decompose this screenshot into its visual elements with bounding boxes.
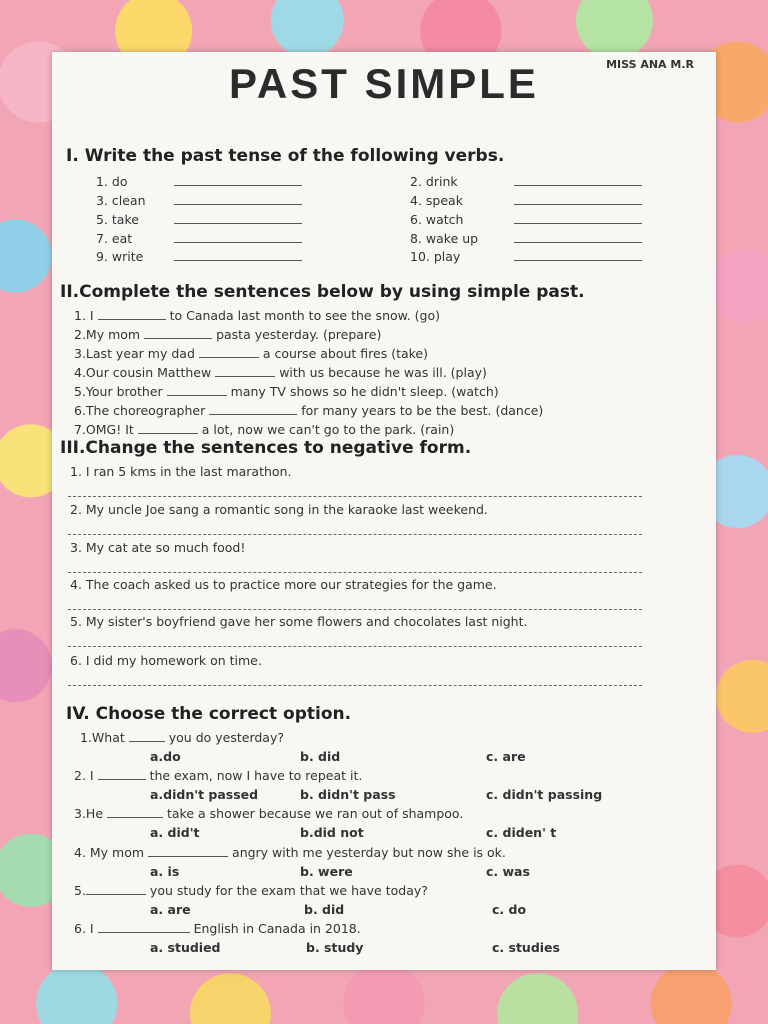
sentence-item: 6.The choreographer for many years to be the best. (dance) — [74, 403, 544, 418]
section1-heading: I. Write the past tense of the following verbs. — [66, 146, 505, 166]
verb-item: 8. wake up — [410, 231, 642, 246]
verb-item: 4. speak — [410, 193, 642, 208]
question-item: 5. you study for the exam that we have today? — [74, 883, 428, 898]
section3-heading: III.Change the sentences to negative form. — [60, 438, 472, 458]
sentence-item: 6. I did my homework on time. — [70, 653, 262, 668]
sentence-item: 5.Your brother many TV shows so he didn't sleep. (watch) — [74, 384, 499, 399]
verb-item: 6. watch — [410, 212, 642, 227]
option-c[interactable]: c. studies — [492, 940, 560, 955]
sentence-item: 4.Our cousin Matthew with us because he was ill. (play) — [74, 365, 487, 380]
verb-item: 2. drink — [410, 174, 642, 189]
option-a[interactable]: a. did't — [150, 825, 200, 840]
sentence-item: 3.Last year my dad a course about fires (take) — [74, 346, 428, 361]
option-a[interactable]: a. is — [150, 864, 180, 879]
verb-item: 7. eat — [96, 231, 302, 246]
option-a[interactable]: a.do — [150, 749, 181, 764]
option-b[interactable]: b. study — [306, 940, 364, 955]
option-a[interactable]: a. are — [150, 902, 191, 917]
sentence-item: 1. I to Canada last month to see the snow. (go) — [74, 308, 441, 323]
sentence-item: 4. The coach asked us to practice more our strategies for the game. — [70, 577, 497, 592]
option-b[interactable]: b. did — [300, 749, 341, 764]
worksheet — [52, 52, 716, 970]
sentence-item: 3. My cat ate so much food! — [70, 540, 246, 555]
section4-heading: IV. Choose the correct option. — [66, 704, 352, 724]
option-c[interactable]: c. didn't passing — [486, 787, 603, 802]
option-c[interactable]: c. do — [492, 902, 527, 917]
question-item: 6. I English in Canada in 2018. — [74, 921, 361, 936]
option-b[interactable]: b. didn't pass — [300, 787, 396, 802]
verb-item: 3. clean — [96, 193, 302, 208]
answer-line — [68, 572, 642, 573]
sentence-item: 2.My mom pasta yesterday. (prepare) — [74, 327, 382, 342]
sentence-item: 2. My uncle Joe sang a romantic song in the karaoke last weekend. — [70, 502, 488, 517]
option-b[interactable]: b. were — [300, 864, 353, 879]
question-item: 1.What you do yesterday? — [80, 730, 284, 745]
answer-line — [68, 534, 642, 535]
option-b[interactable]: b. did — [304, 902, 345, 917]
section2-heading: II.Complete the sentences below by using simple past. — [60, 282, 585, 302]
answer-line — [68, 646, 642, 647]
option-c[interactable]: c. diden' t — [486, 825, 557, 840]
sentence-item: 7.OMG! It a lot, now we can't go to the park. (rain) — [74, 422, 455, 437]
verb-item: 9. write — [96, 249, 302, 264]
verb-item: 5. take — [96, 212, 302, 227]
answer-line — [68, 685, 642, 686]
answer-line — [68, 609, 642, 610]
question-item: 2. I the exam, now I have to repeat it. — [74, 768, 363, 783]
answer-line — [68, 496, 642, 497]
verb-item: 1. do — [96, 174, 302, 189]
verb-item: 10. play — [410, 249, 642, 264]
option-a[interactable]: a.didn't passed — [150, 787, 259, 802]
sentence-item: 1. I ran 5 kms in the last marathon. — [70, 464, 292, 479]
page-title: PAST SIMPLE — [229, 60, 539, 107]
question-item: 3.He take a shower because we ran out of shampoo. — [74, 806, 464, 821]
option-a[interactable]: a. studied — [150, 940, 221, 955]
sentence-item: 5. My sister's boyfriend gave her some flowers and chocolates last night. — [70, 614, 528, 629]
option-b[interactable]: b.did not — [300, 825, 364, 840]
author-label: MISS ANA M.R — [606, 58, 694, 71]
option-c[interactable]: c. are — [486, 749, 526, 764]
question-item: 4. My mom angry with me yesterday but now she is ok. — [74, 845, 506, 860]
option-c[interactable]: c. was — [486, 864, 530, 879]
